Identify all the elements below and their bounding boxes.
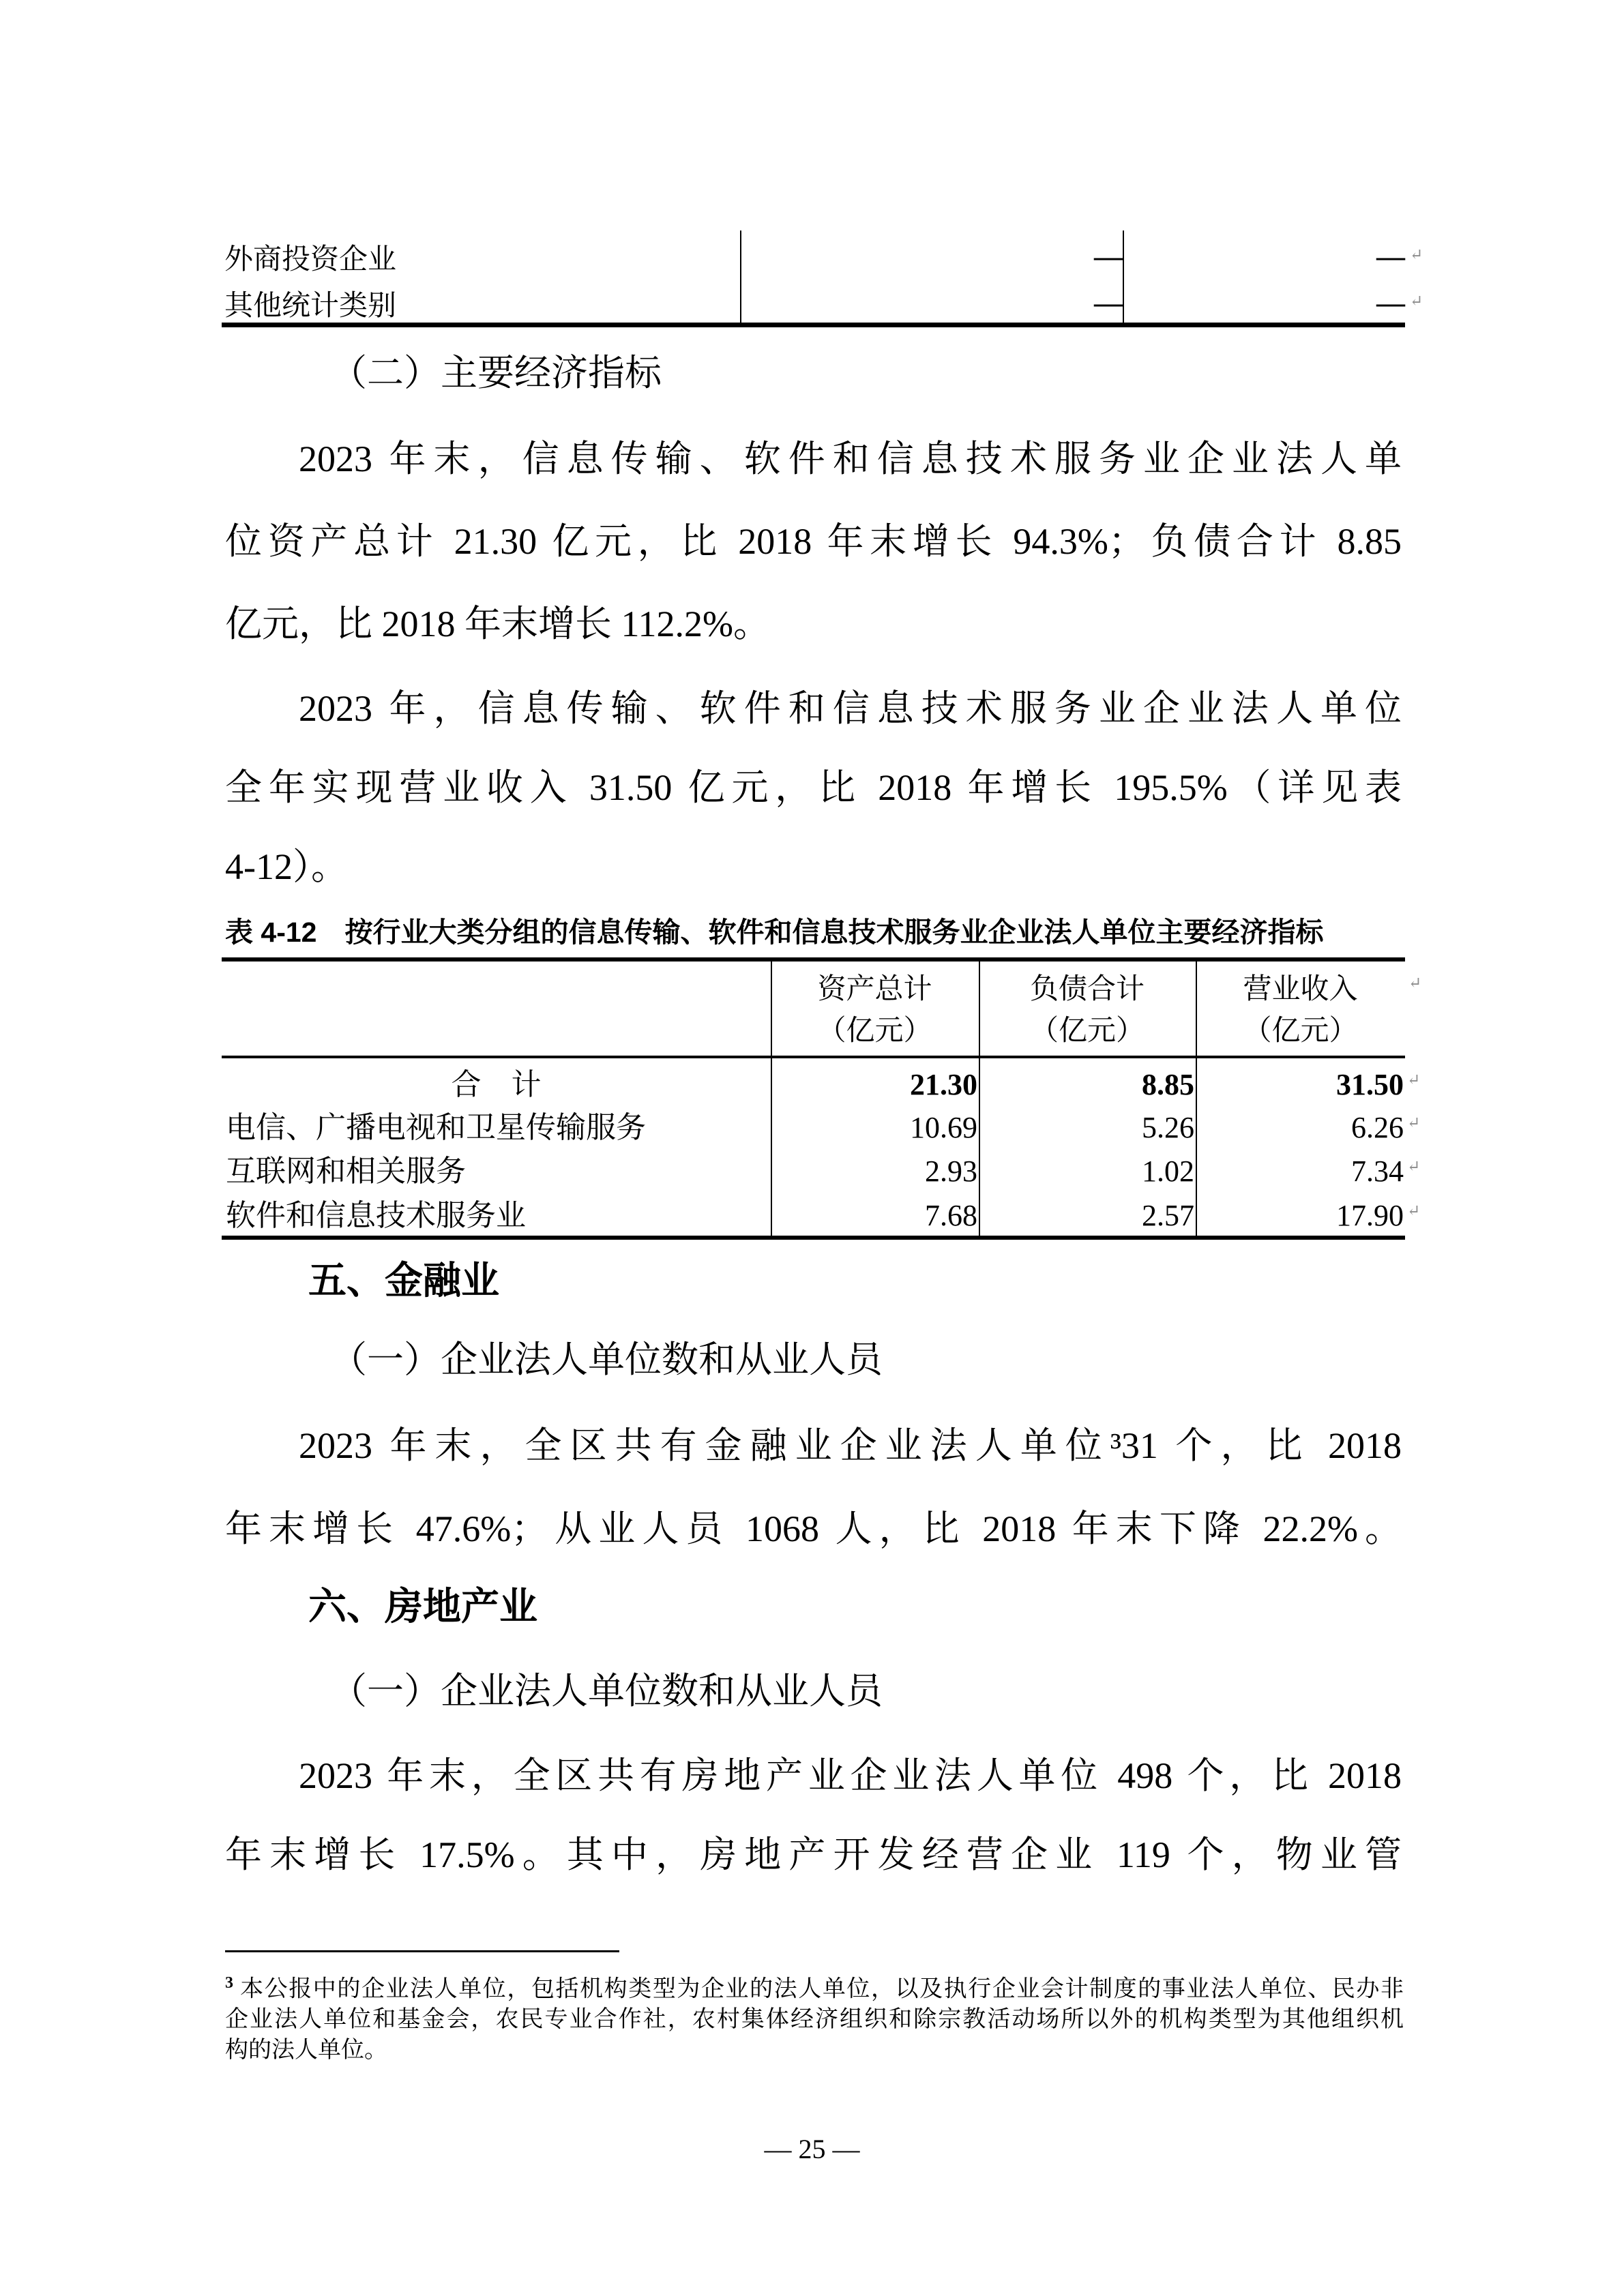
column-header: 资产总计 — [817, 974, 932, 1005]
footnote-line — [225, 1968, 1404, 2004]
paragraph-line: 亿元，比 2018 年末增长 112.2%。 — [225, 603, 770, 644]
paragraph-line: 年末增长 47.6%；从业人员 1068 人，比 2018 年末下降 22.2%。 — [225, 1508, 1402, 1549]
return-mark-icon: ↵ — [1407, 1114, 1421, 1131]
value-cell: 31.50 — [1336, 1068, 1404, 1101]
column-header: 负债合计 — [1029, 974, 1145, 1005]
section-heading: 六、房地产业 — [308, 1585, 537, 1628]
sub-section-heading: （二）主要经济指标 — [330, 353, 662, 393]
value-cell: 6.26 — [1351, 1111, 1404, 1144]
value-cell: 17.90 — [1336, 1199, 1404, 1232]
row-label: 互联网和相关服务 — [226, 1154, 466, 1188]
value-cell: 2.93 — [925, 1154, 977, 1188]
table-cell-dash: — — [1094, 288, 1123, 319]
page-number: — 25 — — [764, 2134, 860, 2164]
value-cell: 1.02 — [1142, 1154, 1194, 1188]
paragraph-line: 2023 年末，全区共有金融业企业法人单位³31 个，比 2018 — [299, 1425, 1402, 1466]
value-cell: 21.30 — [910, 1068, 977, 1101]
paragraph-line: 2023 年，信息传输、软件和信息技术服务业企业法人单位 — [299, 688, 1402, 729]
paragraph-line: 全年实现营业收入 31.50 亿元，比 2018 年增长 195.5%（详见表 — [225, 767, 1402, 808]
sub-section-heading: （一）企业法人单位数和从业人员 — [330, 1671, 883, 1712]
table-row-label: 外商投资企业 — [224, 244, 397, 275]
carryover-table — [222, 230, 1423, 327]
table-column-divider — [1123, 230, 1124, 323]
footnote-text: 本公报中的企业法人单位，包括机构类型为企业的法人单位，以及执行企业会计制度的事业法人单位、民办非 — [240, 1976, 1404, 2002]
paragraph-line: 2023 年末，全区共有房地产业企业法人单位 498 个，比 2018 — [299, 1755, 1402, 1796]
column-unit: （亿元） — [817, 1015, 932, 1047]
table-row-label: 其他统计类别 — [224, 290, 397, 322]
table-column-divider — [740, 230, 741, 323]
column-unit: （亿元） — [1029, 1015, 1145, 1047]
row-label: 合 计 — [451, 1068, 542, 1101]
paragraph-line: 4-12）。 — [225, 846, 348, 887]
value-cell: 2.57 — [1142, 1199, 1194, 1232]
return-mark-icon: ↵ — [1407, 1158, 1421, 1175]
table-cell-dash: — — [1094, 241, 1123, 273]
return-mark-icon: ↵ — [1407, 1202, 1421, 1219]
column-header: 营业收入 — [1243, 974, 1358, 1005]
section-heading: 五、金融业 — [308, 1259, 499, 1302]
value-cell: 8.85 — [1142, 1068, 1194, 1101]
table-cell-dash: — — [1376, 288, 1405, 319]
column-unit: （亿元） — [1243, 1015, 1358, 1047]
footnote-divider — [225, 1950, 619, 1952]
value-cell: 7.34 — [1351, 1154, 1404, 1188]
value-cell: 5.26 — [1142, 1111, 1194, 1144]
stats-table — [222, 957, 1422, 1240]
paragraph-line: 2023 年末，信息传输、软件和信息技术服务业企业法人单 — [299, 438, 1402, 479]
sub-section-heading: （一）企业法人单位数和从业人员 — [330, 1339, 883, 1380]
footnote-line: 构的法人单位。 — [225, 2038, 387, 2063]
value-cell: 10.69 — [910, 1111, 977, 1144]
table-header-divider — [222, 1056, 1405, 1058]
row-label: 软件和信息技术服务业 — [226, 1199, 526, 1232]
row-label: 电信、广播电视和卫星传输服务 — [226, 1111, 646, 1144]
return-mark-icon: ↵ — [1408, 974, 1422, 992]
paragraph-line: 位资产总计 21.30 亿元，比 2018 年末增长 94.3%；负债合计 8.85 — [225, 521, 1402, 562]
footnote — [225, 1968, 1404, 2066]
table-cell-dash: — — [1376, 241, 1405, 273]
return-mark-icon: ↵ — [1407, 1071, 1421, 1088]
footnote-marker: 3 — [225, 1974, 233, 1992]
table-caption: 表 4-12 按行业大类分组的信息传输、软件和信息技术服务业企业法人单位主要经济指标 — [225, 916, 1324, 948]
paragraph-line: 年末增长 17.5%。其中，房地产开发经营企业 119 个，物业管 — [225, 1834, 1402, 1875]
footnote-line: 企业法人单位和基金会，农民专业合作社，农村集体经济组织和除宗教活动场所以外的机构类型为其他组织机 — [225, 2007, 1404, 2033]
value-cell: 7.68 — [925, 1199, 977, 1232]
return-mark-icon: ↵ — [1410, 246, 1423, 263]
return-mark-icon: ↵ — [1410, 293, 1423, 310]
